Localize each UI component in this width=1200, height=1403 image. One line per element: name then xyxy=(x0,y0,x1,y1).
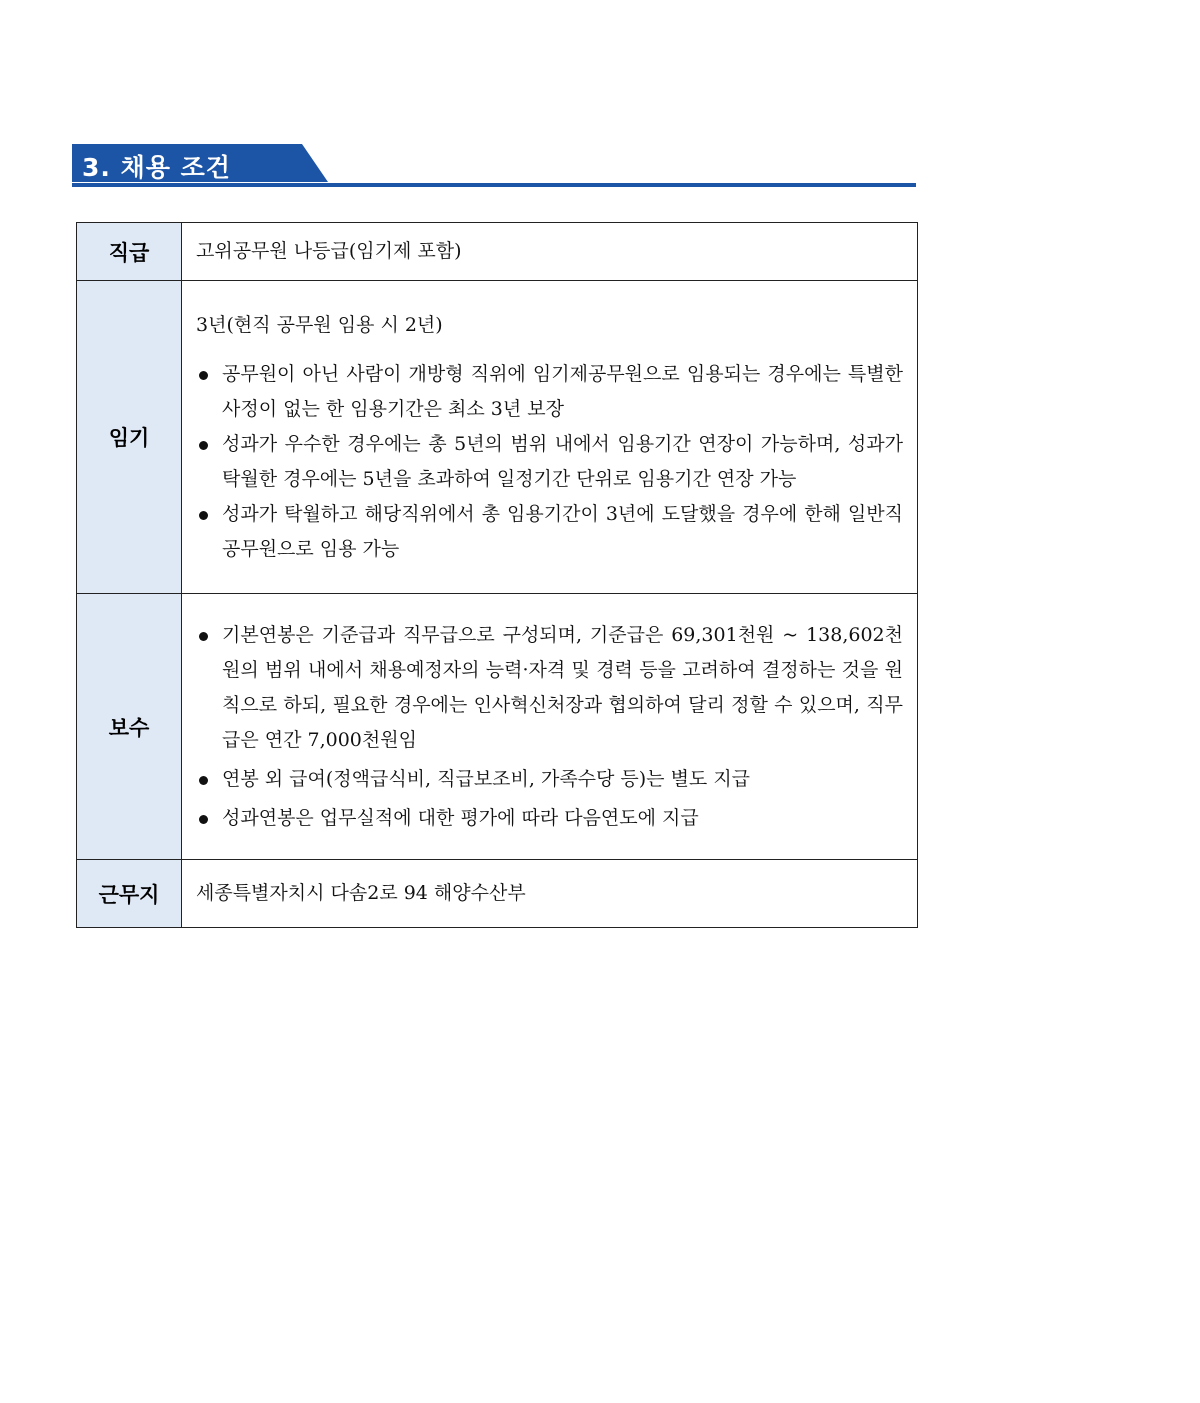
term-content xyxy=(182,281,918,594)
grade-value: 고위공무원 나등급(임기제 포함) xyxy=(182,223,918,281)
pay-content xyxy=(182,594,918,860)
grade-label: 직급 xyxy=(77,223,182,281)
term-bullet-item: 성과가 우수한 경우에는 총 5년의 범위 내에서 임용기간 연장이 가능하며, 성과가 탁월한 경우에는 5년을 초과하여 일정기간 단위로 임용기간 연장 가능 xyxy=(196,427,903,497)
place-label: 근무지 xyxy=(77,860,182,928)
place-value: 세종특별자치시 다솜2로 94 해양수산부 xyxy=(182,860,918,928)
pay-bullet-item: 성과연봉은 업무실적에 대한 평가에 따라 다음연도에 지급 xyxy=(196,801,903,836)
term-bullet-item: 공무원이 아닌 사람이 개방형 직위에 임기제공무원으로 임용되는 경우에는 특별한 사정이 없는 한 임용기간은 최소 3년 보장 xyxy=(196,357,903,427)
table-row-pay xyxy=(77,594,918,860)
section-title: 3. 채용 조건 xyxy=(82,153,231,182)
conditions-table xyxy=(76,222,918,928)
table-row-term xyxy=(77,281,918,594)
term-label: 임기 xyxy=(77,281,182,594)
table-row-place xyxy=(77,860,918,928)
pay-bullet-list xyxy=(196,618,903,836)
section-header xyxy=(72,144,916,190)
pay-bullet-item: 기본연봉은 기준급과 직무급으로 구성되며, 기준급은 69,301천원 ~ 138,602천원의 범위 내에서 채용예정자의 능력·자격 및 경력 등을 고려하여 결정하는 것을 원칙으로 하되, 필요한 경우에는 인사혁신처장과 협의하여 달리 정할 수 있으며, 직무급은 연간 7,000천원임 xyxy=(196,618,903,758)
term-bullet-item: 성과가 탁월하고 해당직위에서 총 임용기간이 3년에 도달했을 경우에 한해 일반직 공무원으로 임용 가능 xyxy=(196,497,903,567)
term-bullet-list xyxy=(196,357,903,567)
table-row-grade xyxy=(77,223,918,281)
pay-bullet-item: 연봉 외 급여(정액급식비, 직급보조비, 가족수당 등)는 별도 지급 xyxy=(196,762,903,797)
pay-label: 보수 xyxy=(77,594,182,860)
term-intro: 3년(현직 공무원 임용 시 2년) xyxy=(196,313,443,336)
